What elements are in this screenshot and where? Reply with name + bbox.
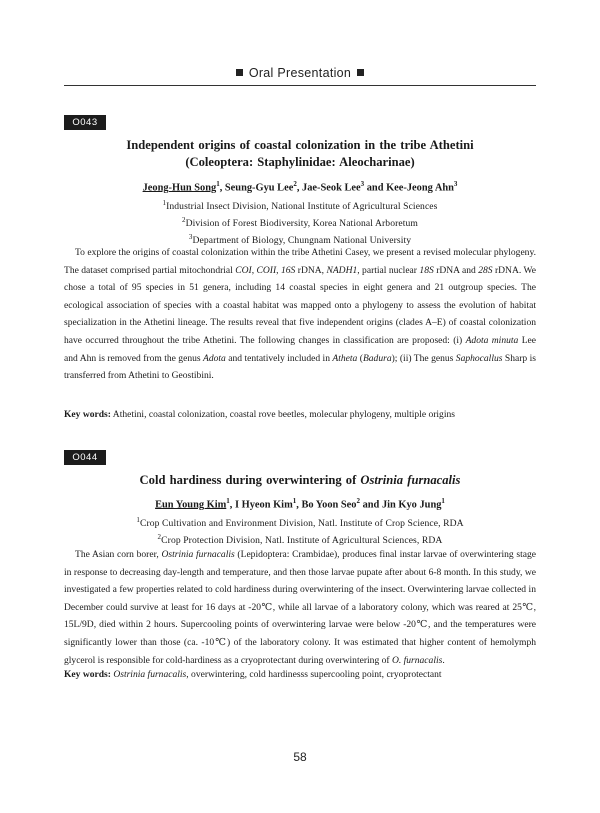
section-header-label: Oral Presentation: [248, 66, 352, 80]
keywords-label: Key words:: [64, 669, 111, 680]
italic-term: Ostrinia furnacalis: [161, 549, 235, 560]
abstract-body: To explore the origins of coastal colonization within the tribe Athetini Casey, we present a revised molecular phylogeny. The dataset comprised partial mitochondrial COI, COII, 16S rDNA, NADH1, partial nuclear 18S rDNA and 28S rDNA. We chose a total of 95 species in 51 genera, including 14 coastal species in eight genera and 21 outgroup species. The ecological association of species with a coastal habitat was mapped onto a phylogeny to assess the evolution of habitat specialization in the Athetini lineage. The results reveal that five independent origins (clades A–E) of coastal colonization have occurred throughout the tribe Athetini. The following changes in classification are proposed: (i) Adota minuta Lee and Ahn is removed from the genus Adota and tentatively included in Atheta (Badura); (ii) The genus Saphocallus Sharp is transferred from Athetini to Geostibini.: [64, 247, 536, 382]
author-affiliation-mark: 1: [441, 497, 445, 505]
affiliation-mark: 2: [157, 532, 162, 541]
keywords-line: [64, 668, 536, 682]
author-affiliation-mark: 1: [292, 497, 297, 505]
italic-term: Ostrinia furnacalis: [113, 669, 187, 680]
italic-term: Adota minuta: [465, 334, 519, 346]
abstract-body: The Asian corn borer, Ostrinia furnacalis (Lepidoptera: Crambidae), produces final instar larvae of overwintering stage in response to decreasing day-length and temperature, and then those larvae pupate after about 6-8 month. In this study, we investigated a few properties related to cold hardiness during overwintering of the insect. Overwintering larvae collected in December could survive at least for 16 days at -20℃, while all larvae of a laboratory colony, which was reared at 25℃, 15L/9D, died within 2 hours. Supercooling points of overwintering larvae were below -20℃, and the temperatures were significantly lower than those (ca. -10℃) of the laboratory colony. It was estimated that higher content of hemolymph glycerol is responsible for cold-hardiness as a cryoprotectant during overwintering of O. furnacalis.: [64, 549, 536, 666]
author-name: Jeong-Hun Song: [142, 182, 217, 194]
author-affiliation-mark: 2: [293, 180, 297, 188]
italic-term: 16S: [281, 264, 296, 276]
author-affiliation-mark: 3: [453, 180, 458, 188]
paper-title: [64, 472, 536, 489]
italic-term: 28S: [478, 264, 493, 276]
paper-title-species: Ostrinia furnacalis: [360, 473, 461, 487]
author-name: I Hyeon Kim: [235, 499, 293, 511]
paper-title-text: Cold hardiness during overwintering of: [139, 473, 361, 487]
keywords-line: [64, 408, 536, 422]
page-number: 58: [293, 750, 307, 764]
paper-title-line: Independent origins of coastal colonization in the tribe Athetini: [126, 138, 474, 152]
affiliation-list: [64, 514, 536, 548]
header-rule: [64, 85, 536, 86]
keywords-label: Key words:: [64, 409, 111, 420]
italic-term: O. furnacalis: [391, 654, 443, 666]
affiliation-line: [64, 514, 536, 531]
author-name: Kee-Jeong Ahn: [386, 182, 454, 194]
italic-term: COII: [256, 264, 277, 276]
affiliation-list: [64, 197, 536, 248]
keywords-text: Athetini, coastal colonization, coastal rove beetles, molecular phylogeny, multiple origins: [110, 409, 455, 420]
affiliation-mark: 1: [136, 516, 140, 524]
affiliation-mark: 1: [162, 199, 167, 207]
author-list: Jeong-Hun Song$^1$, Seung-Gyu Lee$^2$, Jae-Seok Lee$^3$ and Kee-Jeong Ahn$^3$: [142, 180, 458, 194]
author-name: Jin Kyo Jung: [381, 499, 442, 511]
italic-term: Badura: [362, 352, 392, 364]
italic-term: COI: [235, 264, 252, 276]
paper-title-line: (Coleoptera: Staphylinidae: Aleocharinae): [185, 155, 415, 169]
square-bullet-icon: [357, 69, 364, 76]
author-affiliation-mark: 1: [226, 497, 230, 505]
author-name: Eun Young Kim: [155, 499, 227, 511]
italic-term: 18S: [419, 264, 434, 276]
abstract-code-badge: O044: [64, 450, 106, 465]
affiliation-text: Division of Forest Biodiversity, Korea National Arboretum: [185, 218, 418, 230]
author-affiliation-mark: 3: [360, 180, 365, 188]
author-affiliation-mark: 1: [216, 180, 220, 188]
affiliation-mark: 2: [182, 215, 186, 224]
affiliation-text: Crop Cultivation and Environment Division, Natl. Institute of Crop Science, RDA: [139, 518, 464, 530]
affiliation-text: Crop Protection Division, Natl. Institute of Agricultural Sciences, RDA: [161, 535, 443, 547]
section-header: [0, 66, 600, 80]
abstract-code-badge: O043: [64, 115, 106, 130]
paper-title: [64, 137, 536, 171]
author-name: Jae-Seok Lee: [302, 182, 361, 194]
affiliation-text: Industrial Insect Division, National Institute of Agricultural Sciences: [166, 201, 438, 213]
italic-term: Atheta: [332, 352, 358, 364]
author-affiliation-mark: 2: [356, 497, 360, 505]
italic-term: Saphocallus: [455, 352, 503, 364]
affiliation-mark: 3: [188, 232, 193, 241]
italic-term: Adota: [203, 352, 226, 364]
square-bullet-icon: [236, 69, 243, 76]
keywords-text: Ostrinia furnacalis, overwintering, cold hardinesss supercooling point, cryoprotectant: [113, 669, 442, 680]
affiliation-line: [64, 214, 536, 231]
author-list: Eun Young Kim$^1$, I Hyeon Kim$^1$, Bo Yoon Seo$^2$ and Jin Kyo Jung$^1$: [155, 497, 445, 511]
author-name: Bo Yoon Seo: [301, 499, 357, 511]
affiliation-text: Department of Biology, Chungnam National University: [192, 235, 412, 247]
author-name: Seung-Gyu Lee: [224, 182, 294, 194]
affiliation-line: [64, 197, 536, 214]
italic-term: NADH1: [326, 264, 358, 276]
